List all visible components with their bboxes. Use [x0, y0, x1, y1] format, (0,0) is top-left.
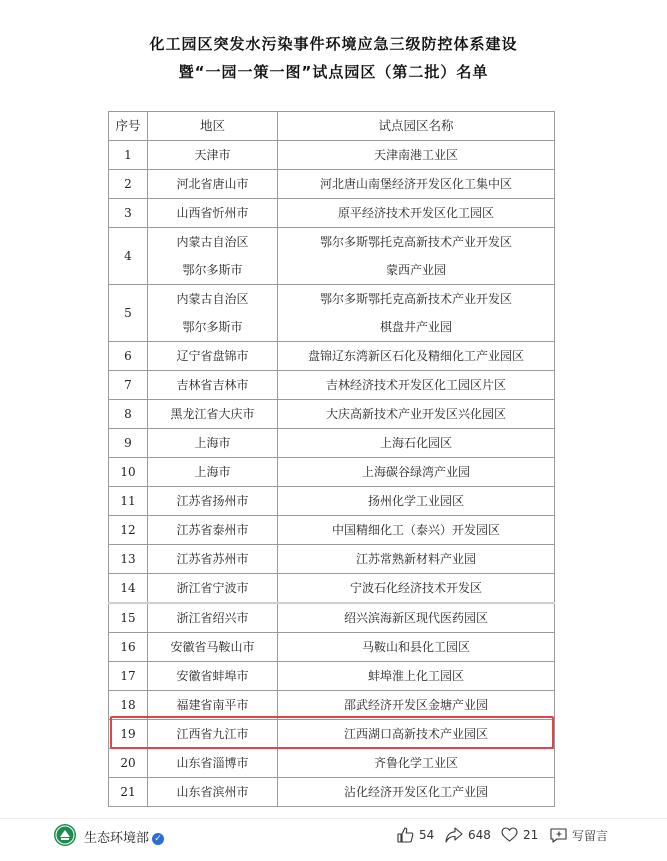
row-seq: 1 [109, 141, 148, 170]
region-text: 安徽省蚌埠市 [176, 669, 249, 683]
table-row [109, 199, 555, 228]
row-park-name [278, 574, 555, 604]
row-park-name [278, 633, 555, 662]
region-text: 江苏省扬州市 [176, 494, 249, 508]
row-region [148, 778, 278, 807]
row-region [148, 749, 278, 778]
table-row [109, 429, 555, 458]
row-region [148, 662, 278, 691]
row-park-name [278, 228, 555, 285]
row-park-name [278, 285, 555, 342]
row-region [148, 603, 278, 633]
doc-title-line2: 暨“一园一策一图”试点园区（第二批）名单 [178, 63, 489, 81]
row-park-name [278, 603, 555, 633]
row-park-name [278, 170, 555, 199]
row-seq: 10 [109, 458, 148, 487]
table-header-row [109, 112, 555, 141]
row-park-name [278, 516, 555, 545]
comment-label: 写留言 [572, 829, 609, 843]
row-region [148, 720, 278, 749]
park-name-text: 河北唐山南堡经济开发区化工集中区 [319, 177, 512, 191]
like-button[interactable] [397, 827, 434, 843]
row-region [148, 170, 278, 199]
row-region [148, 400, 278, 429]
park-name-text: 马鞍山和县化工园区 [361, 640, 470, 654]
table-row [109, 487, 555, 516]
row-seq: 9 [109, 429, 148, 458]
row-park-name [278, 487, 555, 516]
thumbs-up-icon [397, 827, 414, 843]
park-name-text: 江西湖口高新技术产业园区 [343, 727, 488, 741]
region-text: 江苏省泰州市 [176, 523, 249, 537]
row-region [148, 285, 278, 342]
table-row [109, 574, 555, 604]
table-row [109, 749, 555, 778]
park-name-text: 齐鲁化学工业区 [373, 756, 458, 770]
park-name-text: 鄂尔多斯鄂托克高新技术产业开发区 [319, 235, 512, 249]
scroll-fade [0, 806, 667, 818]
table-row [109, 603, 555, 633]
comment-icon [550, 828, 567, 843]
row-seq: 4 [109, 228, 148, 285]
row-park-name [278, 778, 555, 807]
region-text: 山东省淄博市 [176, 756, 249, 770]
park-name-text: 江苏常熟新材料产业园 [355, 552, 476, 566]
region-text: 上海市 [194, 465, 231, 479]
region-text: 上海市 [194, 436, 231, 450]
park-name-text: 上海碳谷绿湾产业园 [361, 465, 470, 479]
region-text: 江西省九江市 [176, 727, 249, 741]
row-park-name [278, 749, 555, 778]
row-park-name [278, 342, 555, 371]
favorite-button[interactable] [501, 827, 538, 842]
region-text: 吉林省吉林市 [176, 378, 249, 392]
table-row [109, 285, 555, 342]
table-row [109, 400, 555, 429]
row-seq: 3 [109, 199, 148, 228]
park-name-text: 蚌埠淮上化工园区 [367, 669, 464, 683]
region-text: 山东省滨州市 [176, 785, 249, 799]
table-row [109, 691, 555, 720]
row-seq: 15 [109, 603, 148, 633]
row-seq: 11 [109, 487, 148, 516]
region-text: 鄂尔多斯市 [182, 320, 243, 334]
verified-icon: ✓ [152, 833, 164, 845]
header-park: 试点园区名称 [278, 112, 555, 141]
doc-title-line1: 化工园区突发水污染事件环境应急三级防控体系建设 [149, 35, 518, 53]
region-text: 河北省唐山市 [176, 177, 249, 191]
table-row [109, 170, 555, 199]
article-footer-bar [0, 818, 667, 861]
region-text: 浙江省绍兴市 [176, 611, 249, 625]
row-park-name [278, 141, 555, 170]
header-region: 地区 [148, 112, 278, 141]
share-button[interactable] [445, 827, 491, 843]
park-name-text: 沾化经济开发区化工产业园 [343, 785, 488, 799]
park-name-text: 大庆高新技术产业开发区兴化园区 [325, 407, 506, 421]
park-name-text: 中国精细化工（泰兴）开发园区 [331, 523, 500, 537]
row-region [148, 487, 278, 516]
region-text: 天津市 [194, 148, 231, 162]
row-region [148, 199, 278, 228]
row-park-name [278, 429, 555, 458]
row-region [148, 141, 278, 170]
row-seq: 19 [109, 720, 148, 749]
region-text: 内蒙古自治区 [176, 235, 249, 249]
region-text: 鄂尔多斯市 [182, 263, 243, 277]
park-name-text: 邵武经济开发区金塘产业园 [343, 698, 488, 712]
region-text: 辽宁省盘锦市 [176, 349, 249, 363]
header-seq: 序号 [109, 112, 148, 141]
park-name-text: 盘锦辽东湾新区石化及精细化工产业园区 [307, 349, 524, 363]
table-row [109, 778, 555, 807]
park-name-text: 棋盘井产业园 [379, 320, 452, 334]
row-region [148, 516, 278, 545]
row-seq: 7 [109, 371, 148, 400]
region-text: 山西省忻州市 [176, 206, 249, 220]
row-seq: 5 [109, 285, 148, 342]
row-region [148, 633, 278, 662]
row-region [148, 429, 278, 458]
park-name-text: 天津南港工业区 [373, 148, 458, 162]
row-region [148, 228, 278, 285]
table-row [109, 141, 555, 170]
park-name-text: 绍兴滨海新区现代医药园区 [343, 611, 488, 625]
row-park-name [278, 199, 555, 228]
row-region [148, 691, 278, 720]
row-region [148, 574, 278, 604]
row-seq: 17 [109, 662, 148, 691]
row-park-name [278, 662, 555, 691]
table-row [109, 371, 555, 400]
park-name-text: 上海石化园区 [379, 436, 452, 450]
table-row [109, 228, 555, 285]
park-name-text: 鄂尔多斯鄂托克高新技术产业开发区 [319, 292, 512, 306]
like-count: 54 [419, 828, 435, 842]
account-name[interactable] [84, 827, 164, 846]
row-seq: 8 [109, 400, 148, 429]
park-name-text: 吉林经济技术开发区化工园区片区 [325, 378, 506, 392]
region-text: 江苏省苏州市 [176, 552, 249, 566]
account-avatar[interactable] [54, 824, 76, 846]
region-text: 安徽省马鞍山市 [170, 640, 255, 654]
row-seq: 20 [109, 749, 148, 778]
row-park-name [278, 400, 555, 429]
region-text: 福建省南平市 [176, 698, 249, 712]
account-name-text: 生态环境部 [84, 831, 150, 846]
row-park-name [278, 458, 555, 487]
row-region [148, 371, 278, 400]
share-count: 648 [468, 828, 491, 842]
row-region [148, 342, 278, 371]
row-seq: 21 [109, 778, 148, 807]
park-name-text: 宁波石化经济技术开发区 [349, 581, 482, 595]
heart-icon [501, 827, 518, 842]
table-row [109, 458, 555, 487]
park-name-text: 扬州化学工业园区 [367, 494, 464, 508]
share-icon [445, 827, 463, 843]
region-text: 黑龙江省大庆市 [170, 407, 255, 421]
row-park-name [278, 691, 555, 720]
row-seq: 14 [109, 574, 148, 604]
row-seq: 16 [109, 633, 148, 662]
row-park-name [278, 545, 555, 574]
table-row [109, 662, 555, 691]
table-row [109, 545, 555, 574]
pilot-park-table [108, 111, 555, 807]
row-seq: 13 [109, 545, 148, 574]
row-park-name [278, 720, 555, 749]
table-row [109, 342, 555, 371]
region-text: 内蒙古自治区 [176, 292, 249, 306]
row-seq: 12 [109, 516, 148, 545]
table-row [109, 633, 555, 662]
favorite-count: 21 [523, 827, 539, 842]
row-seq: 6 [109, 342, 148, 371]
park-name-text: 蒙西产业园 [385, 263, 446, 277]
row-region [148, 545, 278, 574]
table-row [109, 720, 555, 749]
row-region [148, 458, 278, 487]
row-seq: 18 [109, 691, 148, 720]
row-park-name [278, 371, 555, 400]
park-name-text: 原平经济技术开发区化工园区 [337, 206, 494, 220]
comment-button[interactable] [550, 827, 608, 844]
region-text: 浙江省宁波市 [176, 581, 249, 595]
row-seq: 2 [109, 170, 148, 199]
table-row [109, 516, 555, 545]
